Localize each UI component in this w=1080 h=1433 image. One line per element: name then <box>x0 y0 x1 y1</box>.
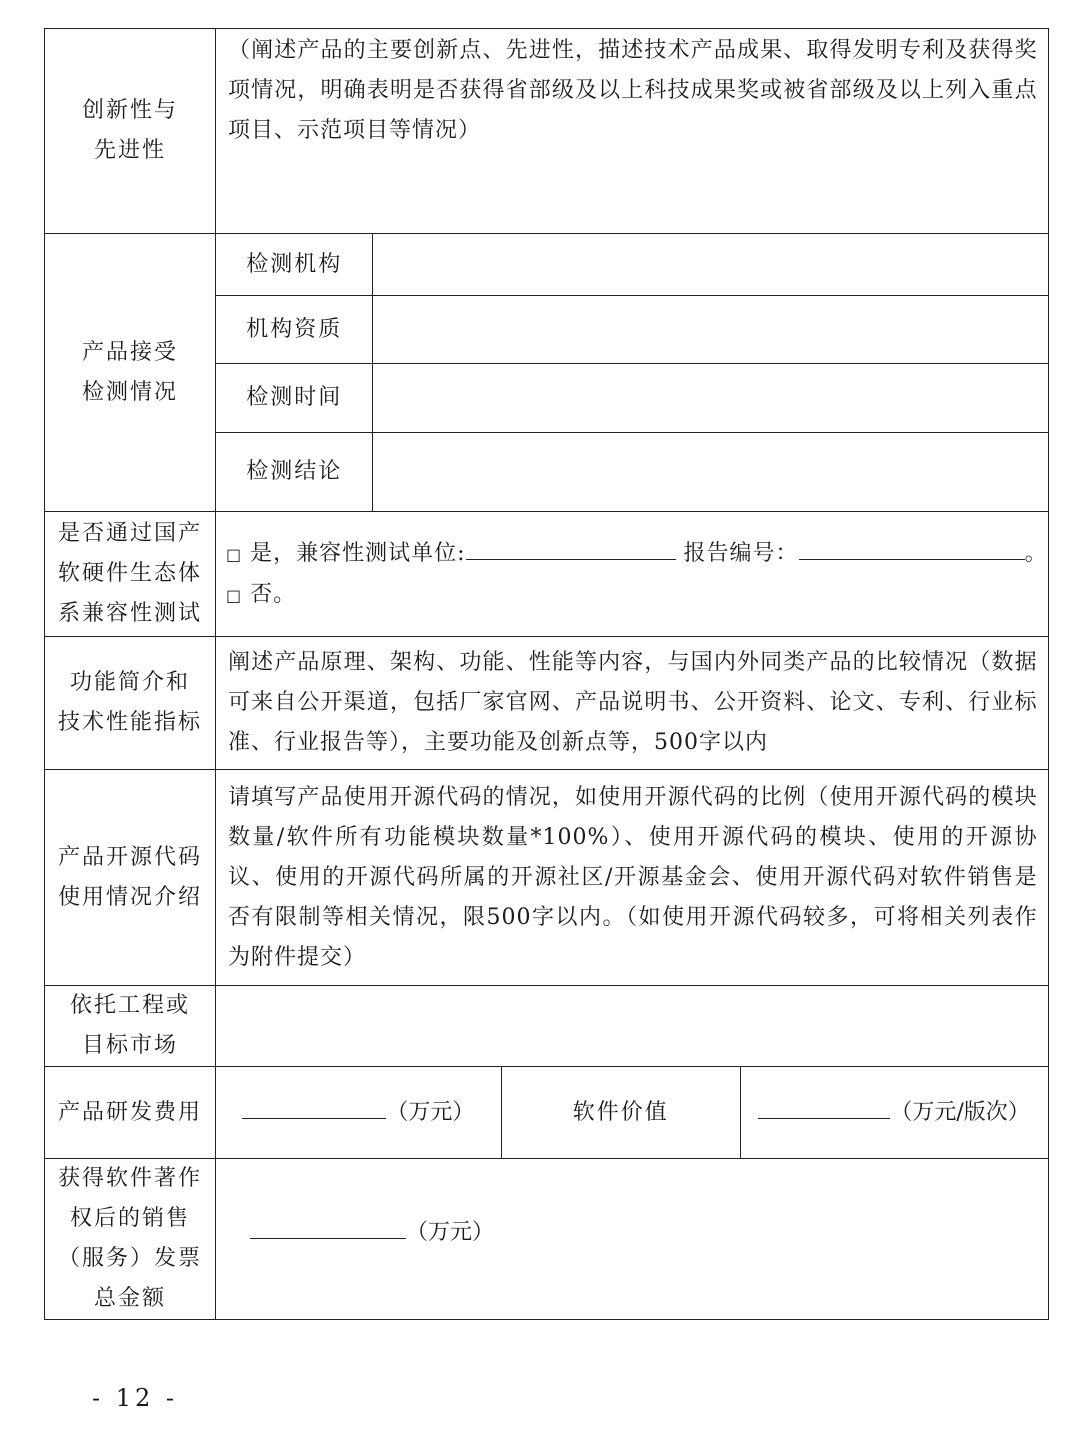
yes-checkbox[interactable]: □ <box>226 544 243 564</box>
compat-row <box>45 512 1049 637</box>
testing-agency-field[interactable] <box>373 234 1048 296</box>
sales-field <box>216 1159 1049 1320</box>
compat-label-line-2: 软硬件生态体 <box>57 561 202 586</box>
compat-report-blank[interactable] <box>799 533 1025 560</box>
opensource-description-text: 请填写产品使用开源代码的情况，如使用开源代码的比例（使用开源代码的模块数量/软件所有功能模块数量*100%）、使用开源代码的模块、使用的开源协议、使用的开源代码所属的开源社区/开源基金会、使用开源代码对软件销售是否有限制等相关情况，限500字以内。（如使用开源代码较多，可将相关列表作为附件提交） <box>228 784 1038 970</box>
compat-unit-blank[interactable] <box>466 533 676 560</box>
testing-label <box>45 234 216 512</box>
testing-label-line-2: 检测情况 <box>81 379 178 405</box>
cost-row <box>45 1067 1049 1159</box>
sales-label-line-3: （服务）发票 <box>57 1246 202 1271</box>
testing-agency-label: 检测机构 <box>216 234 373 296</box>
function-label <box>45 637 216 770</box>
compat-yes-text: 是，兼容性测试单位: <box>250 540 466 566</box>
innovation-label-line-2: 先进性 <box>93 138 166 163</box>
testing-row-1 <box>45 234 1049 296</box>
sales-label-line-1: 获得软件著作 <box>57 1166 202 1191</box>
software-value-blank[interactable] <box>758 1092 890 1119</box>
innovation-label <box>45 29 216 234</box>
sales-label <box>45 1159 216 1320</box>
testing-conclusion-label: 检测结论 <box>216 433 373 512</box>
sales-row <box>45 1159 1049 1320</box>
compat-no-text: 否。 <box>250 581 297 607</box>
testing-time-label: 检测时间 <box>216 364 373 433</box>
function-description-text: 阐述产品原理、架构、功能、性能等内容，与国内外同类产品的比较情况（数据可来自公开渠道，包括厂家官网、产品说明书、公开资料、论文、专利、行业标准、行业报告等），主要功能及创新点等，500字以内 <box>228 650 1038 755</box>
market-label-line-2: 目标市场 <box>81 1033 178 1058</box>
compat-yes-option <box>226 533 1048 575</box>
page-number: - 12 - <box>92 1384 179 1412</box>
innovation-description-text: （阐述产品的主要创新点、先进性，描述技术产品成果、取得发明专利及获得奖项情况，明确表明是否获得省部级及以上科技成果奖或被省部级及以上列入重点项目、示范项目等情况） <box>228 38 1038 143</box>
sales-label-line-4: 总金额 <box>93 1286 166 1311</box>
compat-end-mark: 。 <box>1024 540 1048 566</box>
application-form-table <box>44 28 1049 1320</box>
compat-label <box>45 512 216 637</box>
market-label <box>45 986 216 1067</box>
cost-blank[interactable] <box>242 1092 386 1119</box>
no-checkbox[interactable]: □ <box>226 585 243 605</box>
cost-unit: （万元） <box>386 1100 475 1125</box>
sales-label-line-2: 权后的销售 <box>69 1206 190 1231</box>
cost-label: 产品研发费用 <box>45 1067 216 1159</box>
compat-report-text: 报告编号： <box>683 540 799 566</box>
function-description[interactable] <box>216 637 1049 770</box>
function-label-line-2: 技术性能指标 <box>57 710 202 735</box>
software-value-field <box>740 1067 1048 1159</box>
compat-label-line-1: 是否通过国产 <box>57 521 202 546</box>
opensource-label-line-2: 使用情况介绍 <box>57 884 202 910</box>
opensource-label <box>45 770 216 986</box>
sales-blank[interactable] <box>250 1212 406 1239</box>
market-label-line-1: 依托工程或 <box>69 993 190 1018</box>
innovation-label-line-1: 创新性与 <box>81 98 178 123</box>
function-row <box>45 637 1049 770</box>
software-value-unit: （万元/版次） <box>890 1100 1030 1125</box>
function-label-line-1: 功能简介和 <box>69 670 190 695</box>
market-row <box>45 986 1049 1067</box>
opensource-description[interactable] <box>216 770 1049 986</box>
testing-conclusion-field[interactable] <box>373 433 1048 512</box>
innovation-description[interactable] <box>216 29 1049 234</box>
cost-field <box>216 1067 502 1159</box>
innovation-row <box>45 29 1049 234</box>
compat-label-line-3: 系兼容性测试 <box>57 601 202 626</box>
sales-unit: （万元） <box>406 1219 495 1245</box>
testing-qualification-field[interactable] <box>373 296 1048 364</box>
testing-time-field[interactable] <box>373 364 1048 433</box>
compat-no-option <box>226 575 1048 616</box>
testing-qualification-label: 机构资质 <box>216 296 373 364</box>
software-value-label: 软件价值 <box>501 1067 740 1159</box>
compat-options <box>216 512 1049 637</box>
testing-label-line-1: 产品接受 <box>81 339 178 365</box>
opensource-row <box>45 770 1049 986</box>
market-field[interactable] <box>216 986 1049 1067</box>
opensource-label-line-1: 产品开源代码 <box>57 844 202 870</box>
